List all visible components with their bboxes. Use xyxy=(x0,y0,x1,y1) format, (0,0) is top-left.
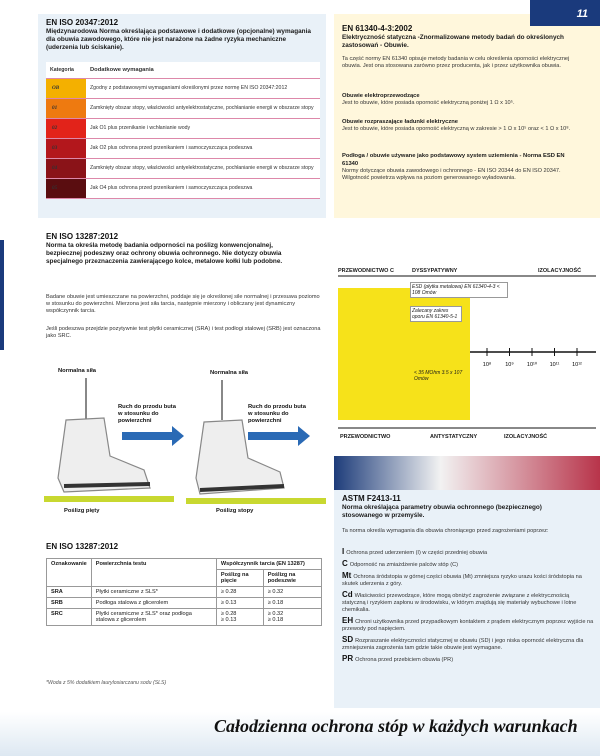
dissipative-text: Jest to obuwie, które posiada oporność elektryczną w zakresie > 1 Ω x 10⁵ oraz < 1 Ω x 10⁸. xyxy=(342,126,571,132)
slip-col-coef: Współczynnik tarcia (EN 13287) xyxy=(216,559,321,570)
conductive-title: Obuwie elektroprzewodzące xyxy=(342,93,420,99)
astm-subtitle: Norma określająca parametry obuwia ochronnego (bezpiecznego) stosowanego w przemyśle. xyxy=(342,504,542,519)
en61340-panel xyxy=(334,14,600,218)
slip-cell-heel: ≥ 0.28 ≥ 0.13 xyxy=(216,609,263,626)
slip-cell-heel: ≥ 0.28 xyxy=(216,587,263,598)
footer-slogan: Całodzienna ochrona stóp w każdych warunkach xyxy=(214,716,578,736)
category-code: 03 xyxy=(46,138,86,158)
col-category: Kategoria xyxy=(46,62,86,78)
slip-cell-sole: ≥ 0.18 xyxy=(263,598,321,609)
normal-force-label-1: Normalna siła xyxy=(58,368,97,374)
astm-title: ASTM F2413-11 xyxy=(342,494,401,503)
conductive-text: Jest to obuwie, które posiada oporność elektryczną poniżej 1 Ω x 10⁵. xyxy=(342,100,515,106)
astm-item-text: Chroni użytkownika przed przypadkowym kontaktem z prądem elektrycznym poprzez wyjście na przewody pod napięciem. xyxy=(342,619,594,632)
boot-left xyxy=(58,418,150,492)
astm-item-text: Ochrona przed uderzeniem (I) w części przedniej obuwia xyxy=(346,550,488,556)
esd-chart xyxy=(338,260,600,448)
en61340-intro: Ta część normy EN 61340 opisuje metody badania w celu określenia oporności elektrycznej obuwia. Jest ona stosowana zarówno przez producenta, jak i przez użytkownika obuwia. xyxy=(342,56,570,69)
esd-tick-label: 10⁸ xyxy=(482,362,492,368)
category-code: OB xyxy=(46,78,86,98)
esd-tick-label: 10¹¹ xyxy=(549,362,560,368)
dissipative-title: Obuwie rozpraszające ładunki elektryczne xyxy=(342,119,458,125)
astm-item xyxy=(342,572,594,588)
esd-tick-label: 10¹⁰ xyxy=(526,362,538,368)
category-text: Zamknięty obszar stopy, właściwości antyelektrostatyczne, pochłanianie energii w obszarze stopy xyxy=(86,158,320,178)
category-code: 01 xyxy=(46,98,86,118)
slip-cell-mark: SRB xyxy=(47,598,92,609)
heel-slip-label: Poślizg pięty xyxy=(64,508,100,514)
esd-label-conductive-bottom: PRZEWODNICTWO xyxy=(340,434,391,440)
boots-drawing xyxy=(44,360,332,520)
astm-item-key: Mt xyxy=(342,571,352,580)
astm-panel xyxy=(334,490,600,708)
category-text: Jak O2 plus ochrona przed przenikaniem i samoczyszcząca podeszwa xyxy=(86,138,320,158)
astm-item-text: Rozpraszanie elektryczności statycznej w obuwiu (SD) i jego niska oporność elektryczna dla zmniejszenia zagrożenia tam gdzie takie obuwie jest wymagane. xyxy=(342,638,584,651)
floor-text: Normy dotyczące obuwia zawodowego i ochronnego - EN ISO 20344 do EN ISO 20347. Wilgotność powietrza wpływa na poziom generowanego wyładowania. xyxy=(342,168,561,181)
forward-arrow-2 xyxy=(248,426,310,446)
slip-col-heel: Poślizg na pięcie xyxy=(216,570,263,587)
slip-table-note: *Woda z 5% dodatkiem laurylosiarczanu sodu (SLS) xyxy=(46,680,167,686)
category-text: Jak O4 plus ochrona przed przenikaniem i samoczyszcząca podeszwa xyxy=(86,178,320,198)
category-row xyxy=(46,78,320,98)
boot-right xyxy=(196,420,284,494)
en20347-subtitle: Międzynarodowa Norma określająca podstawowe i dodatkowe (opcjonalne) wymagania dla obuwia zawodowego, które nie jest narażone na żadne ryzyka mechaniczne (uderzenia lub ściskanie). xyxy=(46,28,311,51)
category-text: Zgodny z podstawowymi wymaganiami określonymi przez normę EN ISO 20347:2012 xyxy=(86,78,320,98)
col-requirements: Dodatkowe wymagania xyxy=(86,62,320,78)
slip-table-title: EN ISO 13287:2012 xyxy=(46,542,119,551)
en13287-subtitle: Norma ta określa metodę badania odporności na poślizg konwencjonalnej, bezpiecznej podeszwy oraz ochrony obuwia ochronnego. Nie dotyczy obuwia specjalnego przeznaczenia zawierającego kolce, metalowe kołki lub podobne. xyxy=(46,242,283,265)
astm-item-key: EH xyxy=(342,616,354,625)
category-code: 05 xyxy=(46,178,86,198)
slip-col-surface: Powierzchnia testu xyxy=(91,559,216,587)
page-number: 11 xyxy=(576,8,588,20)
astm-item-key: PR xyxy=(342,654,354,663)
slip-cell-sole: ≥ 0.32 xyxy=(263,587,321,598)
category-code: 04 xyxy=(46,158,86,178)
left-edge-bar xyxy=(0,240,4,350)
en20347-panel xyxy=(38,14,326,218)
astm-item xyxy=(342,548,594,557)
astm-item-key: Cd xyxy=(342,590,353,599)
slip-col-marking: Oznakowanie xyxy=(47,559,92,587)
en20347-title: EN ISO 20347:2012 xyxy=(46,18,119,27)
slip-col-sole: Poślizg na podeszwie xyxy=(263,570,321,587)
slip-row xyxy=(47,587,322,598)
slip-illustration xyxy=(44,360,332,520)
en13287-p2: Jeśli podeszwa przejdzie pozytywnie test płytki ceramicznej (SRA) i test podłogi stalowej (SRB) jest oznaczona jako SRC. xyxy=(46,326,321,339)
esd-tick-label: 10⁹ xyxy=(505,362,514,368)
astm-item xyxy=(342,591,594,614)
esd-bar-2: Zalecany zakres oporu EN 61340-5-1 xyxy=(410,306,462,322)
astm-item xyxy=(342,560,594,569)
esd-label-insulating-bottom: IZOLACYJNOŚĆ xyxy=(504,434,548,440)
astm-item-text: Odporność na zmiażdżenie palców stóp (C) xyxy=(349,562,458,568)
astm-item-text: Ochrona śródstopia w górnej części obuwia (Mt) zmniejsza ryzyko urazu kości śródstopia na skutek uderzenia z góry. xyxy=(342,574,582,587)
page-number-tab xyxy=(530,0,600,26)
toe-slip-label: Poślizg stopy xyxy=(216,508,254,514)
category-row xyxy=(46,98,320,118)
astm-item-key: C xyxy=(342,559,348,568)
astm-item xyxy=(342,636,594,652)
slip-row xyxy=(47,609,322,626)
category-table xyxy=(46,62,320,199)
slip-cell-heel: ≥ 0.13 xyxy=(216,598,263,609)
en13287-title: EN ISO 13287:2012 xyxy=(46,232,119,241)
slip-cell-sole: ≥ 0.32 ≥ 0.18 xyxy=(263,609,321,626)
slip-table xyxy=(46,558,322,626)
slip-cell-mark: SRC xyxy=(47,609,92,626)
slip-cell-mark: SRA xyxy=(47,587,92,598)
category-row xyxy=(46,178,320,198)
category-row xyxy=(46,138,320,158)
astm-item-text: Ochrona przed przebiciem obuwia (PR) xyxy=(355,657,454,663)
astm-item-key: SD xyxy=(342,635,354,644)
slip-cell-surface: Płytki ceramiczne z SLS* xyxy=(91,587,216,598)
esd-label-dissipative-top: DYSSYPATYWNY xyxy=(412,268,458,274)
forward-motion-label-1: Ruch do przodu buta w stosunku do powierzchni xyxy=(118,404,176,424)
en13287-p1: Badane obuwie jest umieszczane na powierzchni, poddaje się je określonej sile normalnej i przesuwa poziomo w stosunku do powierzchni. Mierzona jest siła tarcia, następnie mierzony i obliczany jest dynamiczny współczynnik tarcia. xyxy=(46,294,320,314)
esd-label-antistatic-bottom: ANTYSTATYCZNY xyxy=(430,434,478,440)
astm-item xyxy=(342,655,594,664)
normal-force-label-2: Normalna siła xyxy=(210,370,249,376)
category-text: Jak O1 plus przenikanie i wchłanianie wody xyxy=(86,118,320,138)
astm-item-text: Właściwości przewodzące, które mogą obniżyć zagrożenie związane z elektrycznością statyczną i ryzykiem zapłonu w środowisku, w którym znajdują się materiały wybuchowe i lotne chemikalia. xyxy=(342,593,577,613)
astm-header-image xyxy=(334,456,600,490)
category-code: 02 xyxy=(46,118,86,138)
floor-title: Podłoga / obuwie używane jako podstawowy system uziemienia - Norma ESD EN 61340 xyxy=(342,153,565,167)
slip-cell-surface: Płytki ceramiczne z SLS* oraz podłoga stalowa z glicerolem xyxy=(91,609,216,626)
astm-intro: Ta norma określa wymagania dla obuwia chroniącego przed zagrożeniami poprzez: xyxy=(342,528,549,534)
slip-cell-surface: Podłoga stalowa z glicerolem xyxy=(91,598,216,609)
esd-bar-1: ESD (płytka metalowa) EN 61340-4-3 < 108 Omów xyxy=(410,282,508,298)
category-row xyxy=(46,118,320,138)
esd-bar-3: < 35 MOhm 3.5 x 107 Omów xyxy=(414,370,463,382)
slip-row xyxy=(47,598,322,609)
forward-arrow-1 xyxy=(122,426,184,446)
category-row xyxy=(46,158,320,178)
en61340-subtitle: Elektryczność statyczna -Znormalizowane metody badań do określonych zastosowań - Obuwie. xyxy=(342,34,564,49)
astm-list xyxy=(342,548,594,667)
forward-motion-label-2: Ruch do przodu buta w stosunku do powierzchni xyxy=(248,404,306,424)
astm-item-key: I xyxy=(342,547,345,556)
esd-label-insulating-top: IZOLACYJNOŚĆ xyxy=(538,268,582,274)
category-text: Zamknięty obszar stopy, właściwości antyelektrostatyczne, pochłanianie energii w obszarze stopy xyxy=(86,98,320,118)
esd-label-conductive-top: PRZEWODNICTWO C xyxy=(338,268,394,274)
en61340-title: EN 61340-4-3:2002 xyxy=(342,24,413,33)
esd-tick-label: 10¹² xyxy=(572,362,582,368)
astm-item xyxy=(342,617,594,633)
